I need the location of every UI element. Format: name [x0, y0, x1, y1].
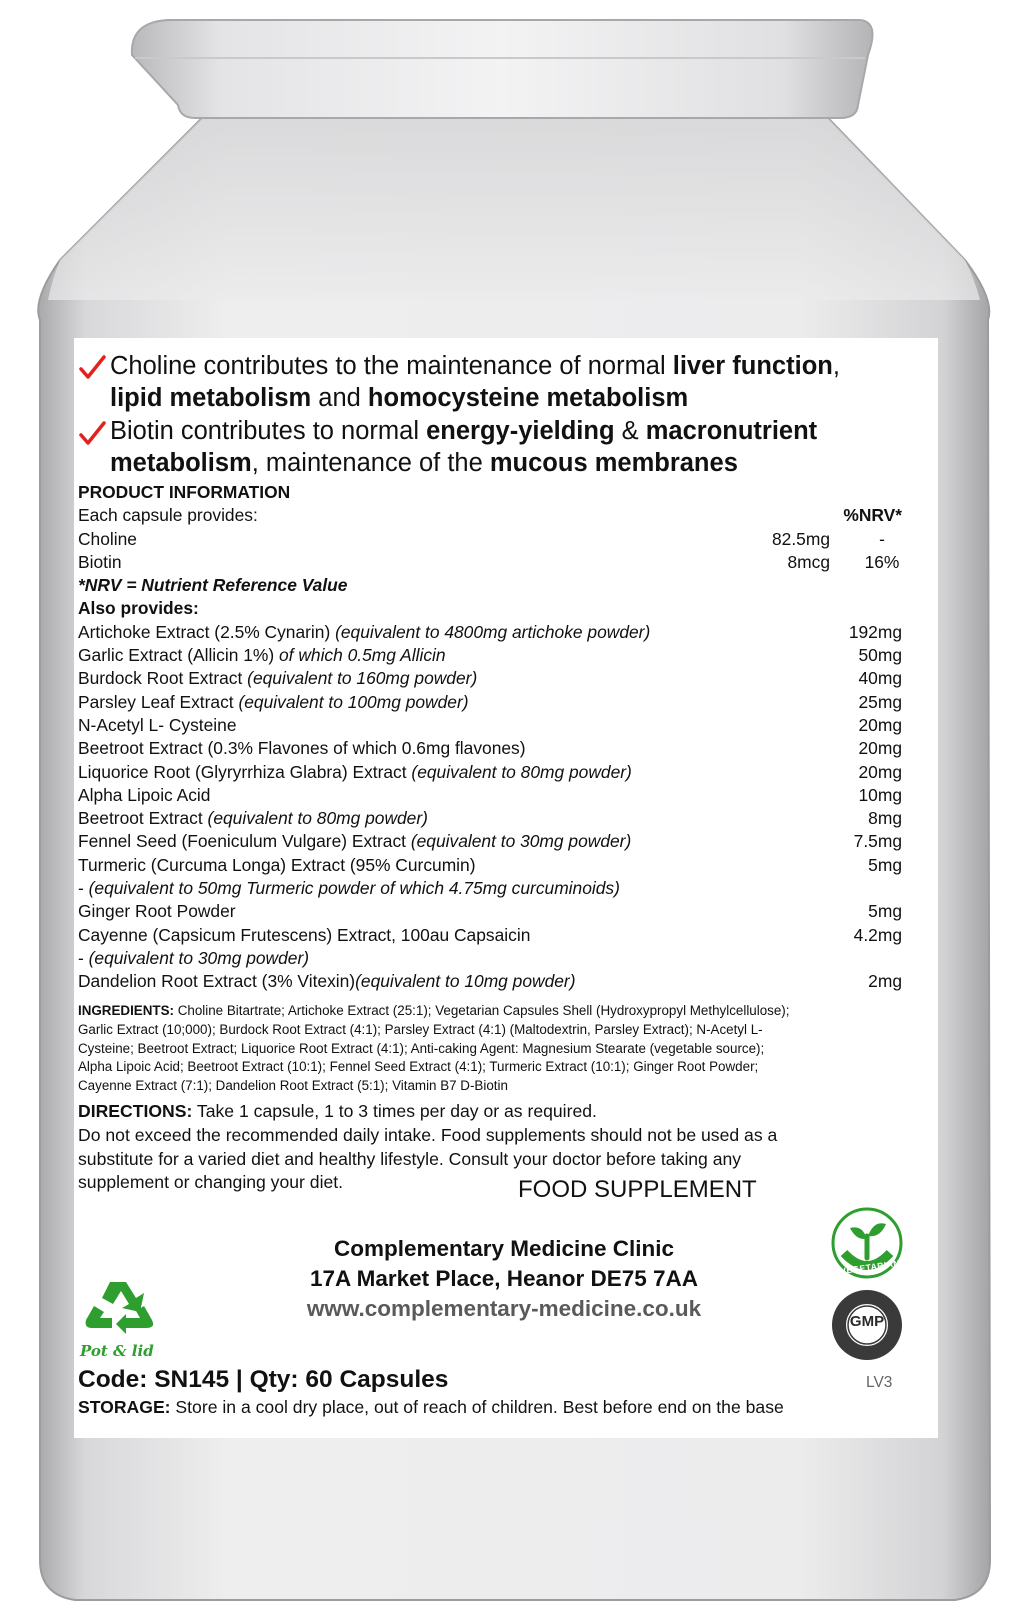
ingredient-row — [78, 644, 902, 667]
ingredient-row — [78, 924, 902, 947]
ingredient-amount: 7.5mg — [853, 831, 902, 852]
ingredient-name: Beetroot Extract (0.3% Flavones of which 0.6mg flavones) — [78, 738, 526, 759]
ingredient-row — [78, 784, 902, 807]
product-label — [74, 338, 938, 1438]
product-code: Code: SN145 | Qty: 60 Capsules — [78, 1366, 449, 1393]
nutrient-name: Choline — [78, 528, 137, 549]
ingredient-name: Ginger Root Powder — [78, 901, 236, 922]
storage-label: STORAGE: — [78, 1397, 171, 1417]
ingredient-amount: 20mg — [858, 738, 902, 759]
ingredients-label: INGREDIENTS: — [78, 1003, 174, 1018]
recycle-icon — [80, 1276, 158, 1346]
ingredient-amount: 20mg — [858, 761, 902, 782]
clinic-website[interactable]: www.complementary-medicine.co.uk — [306, 1296, 702, 1321]
check-icon — [78, 354, 106, 382]
nutrient-nrv: - — [879, 528, 885, 549]
ingredient-note: (equivalent to 30mg powder) — [88, 947, 310, 968]
ingredient-amount: 25mg — [858, 691, 902, 712]
recycle-caption: Pot & lid — [80, 1342, 154, 1360]
ingredient-name: - (equivalent to 50mg Turmeric powder of which 4.75mg curcuminoids) — [78, 878, 620, 899]
directions: DIRECTIONS: Take 1 capsule, 1 to 3 times per day or as required. Do not exceed the recommended daily intake. Food supplements should not be used as a substitute for a varied diet and healthy lifestyle. Consult your doctor before taking any supplement or changing your diet. — [78, 1101, 778, 1193]
ingredient-name: Fennel Seed (Foeniculum Vulgare) Extract (equivalent to 30mg powder) — [78, 831, 632, 852]
ingredient-row — [78, 854, 902, 877]
product-info-heading: PRODUCT INFORMATION — [78, 482, 291, 502]
ingredient-note: (equivalent to 160mg powder) — [247, 668, 478, 689]
ingredient-name: Alpha Lipoic Acid — [78, 784, 211, 805]
claim-line-2: lipid metabolism and homocysteine metabolism — [110, 384, 689, 412]
nutrient-list — [78, 528, 902, 575]
vegetarian-badge-text: VEGETARIAN — [839, 1257, 901, 1277]
product-information — [78, 481, 902, 994]
nrv-note: *NRV = Nutrient Reference Value — [78, 575, 348, 596]
clinic-name: Complementary Medicine Clinic — [333, 1236, 675, 1261]
bottle-shoulder — [48, 105, 980, 300]
ingredient-row — [78, 877, 902, 900]
ingredient-row — [78, 761, 902, 784]
ingredient-name: Burdock Root Extract (equivalent to 160mg powder) — [78, 668, 478, 689]
also-provides-label: Also provides: — [78, 598, 199, 619]
food-supplement-label: FOOD SUPPLEMENT — [518, 1176, 757, 1203]
ingredient-note: (equivalent to 4800mg artichoke powder) — [335, 621, 651, 642]
ingredient-note: (equivalent to 100mg powder) — [238, 691, 469, 712]
ingredient-row — [78, 621, 902, 644]
ingredient-list — [78, 621, 902, 994]
ingredient-row — [78, 807, 902, 830]
nutrient-name: Biotin — [78, 551, 122, 572]
ingredient-amount: 5mg — [868, 901, 902, 922]
ingredient-amount: 2mg — [868, 971, 902, 992]
ingredient-amount: 50mg — [858, 645, 902, 666]
nutrient-nrv: 16% — [864, 551, 900, 572]
ingredient-note: (equivalent to 50mg Turmeric powder of which 4.75mg curcuminoids) — [88, 878, 620, 899]
ingredient-name: Parsley Leaf Extract (equivalent to 100mg powder) — [78, 691, 469, 712]
ingredient-name: Dandelion Root Extract (3% Vitexin)(equivalent to 10mg powder) — [78, 971, 576, 992]
claim-line-4: metabolism, maintenance of the mucous membranes — [110, 449, 738, 477]
ingredient-row — [78, 830, 902, 853]
gmp-badge-text: GMP — [849, 1313, 885, 1330]
ingredient-note: of which 0.5mg Allicin — [279, 645, 446, 666]
ingredient-name: Beetroot Extract (equivalent to 80mg powder) — [78, 808, 428, 829]
ingredient-row — [78, 737, 902, 760]
nutrient-amount: 8mcg — [787, 551, 830, 572]
ingredient-amount: 192mg — [848, 621, 902, 642]
storage-instructions: STORAGE: Store in a cool dry place, out of reach of children. Best before end on the base — [78, 1397, 784, 1417]
ingredient-name: Turmeric (Curcuma Longa) Extract (95% Curcumin) — [78, 854, 476, 875]
claim-line-1: Choline contributes to the maintenance of normal liver function, — [110, 352, 840, 380]
ingredient-note: (equivalent to 80mg powder) — [411, 761, 632, 782]
ingredient-name: Garlic Extract (Allicin 1%) of which 0.5mg Allicin — [78, 645, 446, 666]
clinic-address: 17A Market Place, Heanor DE75 7AA — [309, 1266, 699, 1291]
ingredient-name: - (equivalent to 30mg powder) — [78, 947, 310, 968]
ingredient-row — [78, 900, 902, 923]
directions-label: DIRECTIONS: — [78, 1101, 193, 1121]
ingredient-note: (equivalent to 30mg powder) — [410, 831, 632, 852]
ingredient-amount: 4.2mg — [853, 924, 902, 945]
ingredient-amount: 40mg — [858, 668, 902, 689]
ingredient-amount: 5mg — [868, 854, 902, 875]
ingredient-row — [78, 691, 902, 714]
nutrient-amount: 82.5mg — [771, 528, 830, 549]
nutrient-row — [78, 551, 902, 574]
ingredient-note: (equivalent to 10mg powder) — [355, 971, 576, 992]
nrv-header: %NRV* — [843, 505, 902, 526]
ingredient-amount: 8mg — [868, 808, 902, 829]
ingredient-amount: 10mg — [858, 784, 902, 805]
ingredient-name: N-Acetyl L- Cysteine — [78, 714, 237, 735]
ingredient-name: Artichoke Extract (2.5% Cynarin) (equivalent to 4800mg artichoke powder) — [78, 621, 651, 642]
ingredient-row — [78, 714, 902, 737]
each-capsule-label: Each capsule provides: — [78, 505, 258, 526]
ingredients-statement: INGREDIENTS: Choline Bitartrate; Artichoke Extract (25:1); Vegetarian Capsules Shell (Hydroxypropyl Methylcellulose); Garlic Extract (10;000); Burdock Root Extract (4:1); Parsley Extract (4:1) (Maltodextrin, Parsley Extract); N-Acetyl L- Cysteine; Beetroot Extract; Liquorice Root Extract (4:1); Anti-caking Agent: Magnesium Stearate (vegetable source); Alpha Lipoic Acid; Beetroot Extract (10:1); Fennel Seed Extract (4:1); Turmeric Extract (10:1); Ginger Root Powder; Cayenne Extract (7:1); Dandelion Root Extract (5:1); Vitamin B7 D-Biotin — [78, 1003, 790, 1094]
claim-line-3: Biotin contributes to normal energy-yielding & macronutrient — [110, 417, 818, 445]
nutrient-row — [78, 528, 902, 551]
ingredient-row — [78, 947, 902, 970]
ingredient-name: Liquorice Root (Glyryrrhiza Glabra) Extract (equivalent to 80mg powder) — [78, 761, 632, 782]
ingredient-row — [78, 667, 902, 690]
ingredient-row — [78, 970, 902, 993]
label-version: LV3 — [866, 1374, 893, 1391]
ingredient-name: Cayenne (Capsicum Frutescens) Extract, 100au Capsaicin — [78, 924, 531, 945]
ingredient-note: (equivalent to 80mg powder) — [207, 808, 428, 829]
ingredient-amount: 20mg — [858, 714, 902, 735]
bottle-cap — [132, 20, 873, 118]
check-icon — [78, 420, 106, 448]
